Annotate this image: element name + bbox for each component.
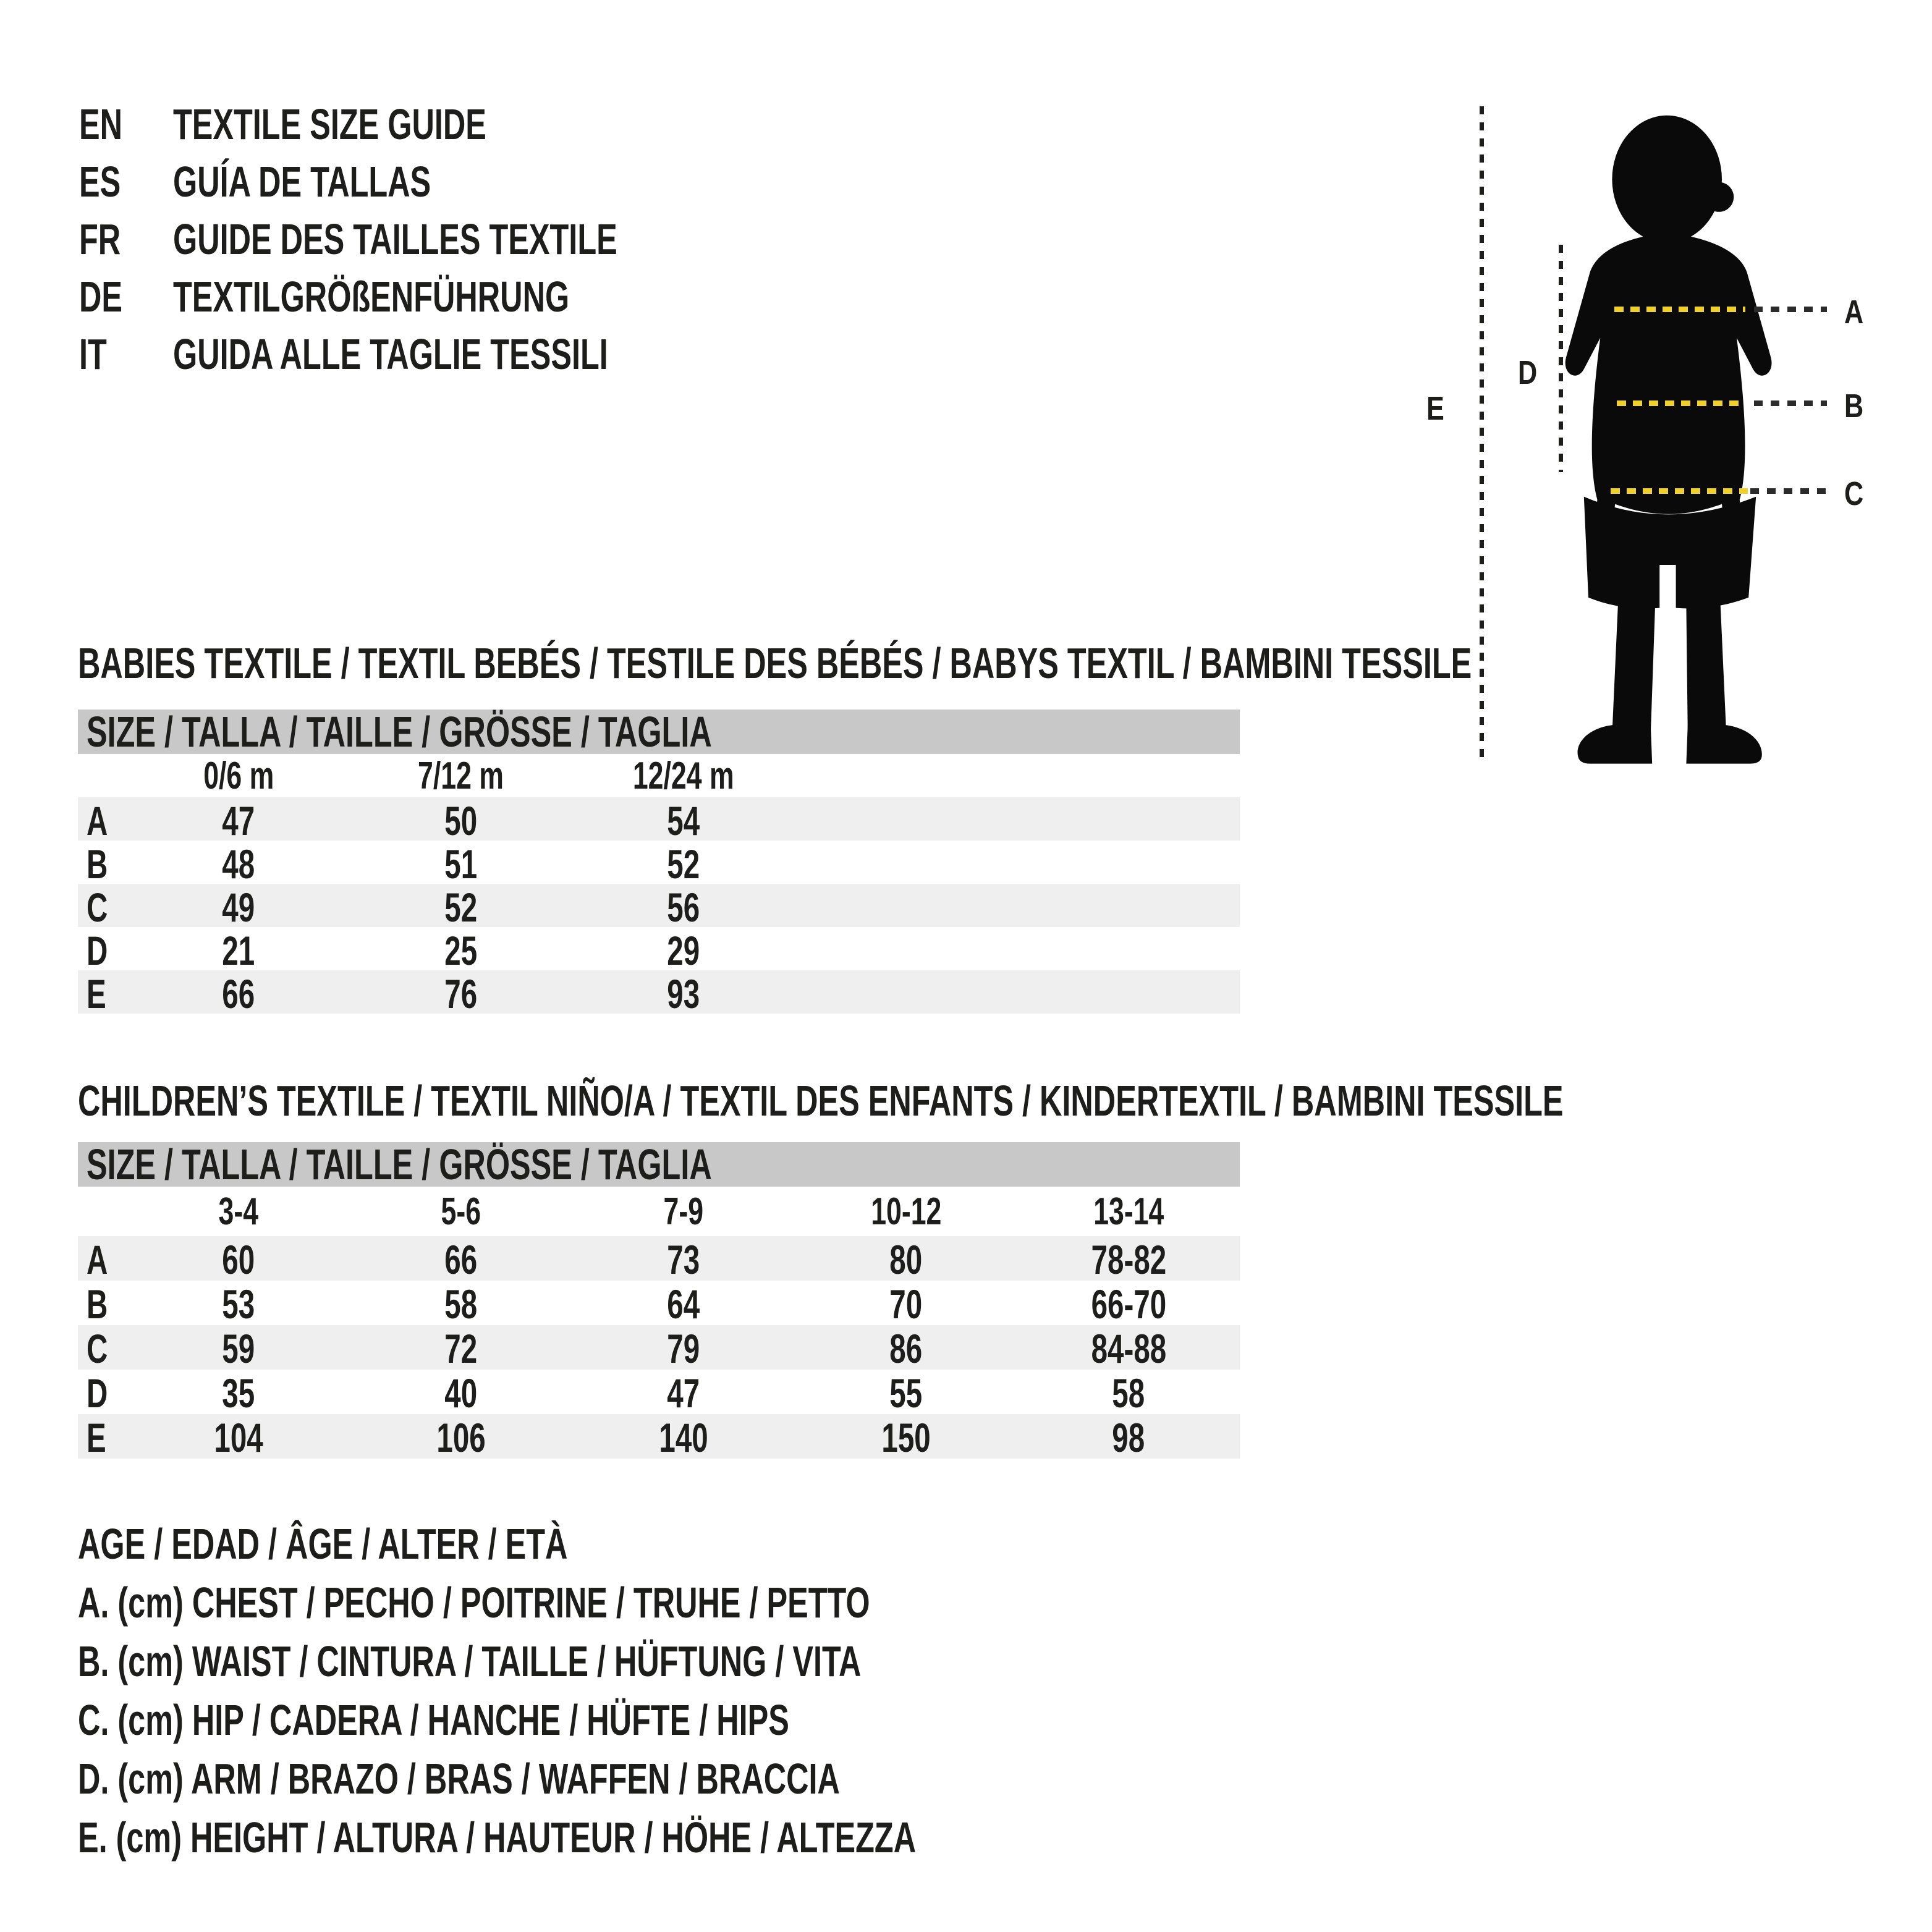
table-row-c: [78, 884, 1240, 930]
guide-title-fr: GUIDE DES TAILLES TEXTILE: [173, 214, 617, 263]
column-header: 13-14: [1093, 1190, 1164, 1233]
cell-value: 79: [667, 1326, 700, 1371]
language-row-es: [79, 153, 790, 210]
row-key: D: [87, 928, 108, 973]
row-key: C: [87, 884, 108, 930]
cell-value: 66-70: [1091, 1281, 1166, 1327]
legend-chest: A. (cm) CHEST / PECHO / POITRINE / TRUHE / PETTO: [78, 1578, 870, 1627]
cell-value: 104: [214, 1415, 263, 1460]
row-key: B: [87, 841, 108, 887]
language-title-block: [79, 95, 790, 383]
cell-value: 58: [444, 1281, 478, 1327]
cell-value: 52: [444, 884, 478, 930]
waist-measure-dash-yellow: [1617, 400, 1740, 406]
language-code: ES: [79, 157, 121, 206]
cell-value: 25: [444, 928, 478, 973]
cell-value: 70: [889, 1281, 923, 1327]
cell-value: 60: [222, 1237, 255, 1282]
cell-value: 50: [444, 798, 478, 844]
column-header: 3-4: [218, 1190, 259, 1233]
babies-column-header-row: [78, 754, 1240, 797]
cell-value: 93: [667, 971, 700, 1017]
cell-value: 98: [1112, 1415, 1145, 1460]
guide-title-it: GUIDA ALLE TAGLIE TESSILI: [173, 329, 608, 378]
cell-value: 78-82: [1091, 1237, 1166, 1282]
hip-measure-dash-black: [1750, 488, 1827, 494]
cell-value: 35: [222, 1370, 255, 1416]
babies-size-table: [78, 708, 1240, 1017]
column-header: 7-9: [663, 1190, 704, 1233]
language-row-en: [79, 95, 790, 153]
cell-value: 66: [222, 971, 255, 1017]
table-row-e: [78, 970, 1240, 1017]
language-code: DE: [79, 272, 123, 321]
row-key: C: [87, 1326, 108, 1371]
legend-waist: B. (cm) WAIST / CINTURA / TAILLE / HÜFTUNG / VITA: [78, 1637, 862, 1685]
column-header: 12/24 m: [633, 755, 734, 797]
row-key: B: [87, 1281, 108, 1327]
cell-value: 64: [667, 1281, 700, 1327]
table-row-b: [78, 1281, 1240, 1325]
row-key: E: [87, 1415, 106, 1460]
cell-value: 51: [444, 841, 478, 887]
babies-section-heading: BABIES TEXTILE / TEXTIL BEBÉS / TESTILE DES BÉBÉS / BABYS TEXTIL / BAMBINI TESSILE: [78, 639, 1472, 687]
table-row-e: [78, 1414, 1240, 1459]
language-code: FR: [79, 214, 121, 263]
cell-value: 76: [444, 971, 478, 1017]
legend-hip: C. (cm) HIP / CADERA / HANCHE / HÜFTE / HIPS: [78, 1695, 789, 1744]
cell-value: 80: [889, 1237, 923, 1282]
cell-value: 47: [222, 798, 255, 844]
figure-label-e: E: [1426, 390, 1444, 427]
cell-value: 140: [659, 1415, 708, 1460]
cell-value: 58: [1112, 1370, 1145, 1416]
table-row-a: [78, 797, 1240, 844]
legend-age: AGE / EDAD / ÂGE / ALTER / ETÀ: [78, 1519, 568, 1568]
language-code: IT: [79, 329, 107, 378]
cell-value: 54: [667, 798, 700, 844]
language-row-fr: [79, 210, 790, 268]
children-size-table: [78, 1142, 1240, 1459]
language-row-de: [79, 268, 790, 325]
figure-label-c: C: [1844, 475, 1864, 512]
figure-label-a: A: [1844, 294, 1864, 331]
cell-value: 40: [444, 1370, 478, 1416]
cell-value: 73: [667, 1237, 700, 1282]
legend-arm: D. (cm) ARM / BRAZO / BRAS / WAFFEN / BRACCIA: [78, 1754, 840, 1803]
cell-value: 53: [222, 1281, 255, 1327]
cell-value: 59: [222, 1326, 255, 1371]
cell-value: 72: [444, 1326, 478, 1371]
row-key: E: [87, 971, 106, 1017]
figure-label-d: D: [1518, 354, 1538, 391]
cell-value: 150: [881, 1415, 931, 1460]
cell-value: 86: [889, 1326, 923, 1371]
table-row-a: [78, 1236, 1240, 1281]
cell-value: 106: [436, 1415, 486, 1460]
guide-title-de: TEXTILGRÖßENFÜHRUNG: [173, 272, 570, 321]
cell-value: 52: [667, 841, 700, 887]
row-key: D: [87, 1370, 108, 1416]
cell-value: 56: [667, 884, 700, 930]
cell-value: 47: [667, 1370, 700, 1416]
table-row-d: [78, 927, 1240, 973]
chest-measure-dash-black: [1754, 307, 1827, 312]
size-header-label: SIZE / TALLA / TAILLE / GRÖSSE / TAGLIA: [87, 708, 712, 756]
guide-title-en: TEXTILE SIZE GUIDE: [173, 100, 486, 148]
column-header: 5-6: [441, 1190, 481, 1233]
children-section-heading: CHILDREN’S TEXTILE / TEXTIL NIÑO/A / TEXTIL DES ENFANTS / KINDERTEXTIL / BAMBINI TESSILE: [78, 1077, 1564, 1125]
cell-value: 66: [444, 1237, 478, 1282]
size-header-label: SIZE / TALLA / TAILLE / GRÖSSE / TAGLIA: [87, 1140, 712, 1188]
cell-value: 21: [222, 928, 255, 973]
row-key: A: [87, 798, 108, 844]
measurement-legend: [78, 1514, 1242, 1866]
column-header: 10-12: [870, 1190, 942, 1233]
row-key: A: [87, 1237, 108, 1282]
table-row-c: [78, 1325, 1240, 1370]
column-header: 7/12 m: [418, 755, 504, 797]
cell-value: 29: [667, 928, 700, 973]
table-row-b: [78, 841, 1240, 887]
babies-size-header-bar: [78, 710, 1240, 754]
cell-value: 49: [222, 884, 255, 930]
cell-value: 84-88: [1091, 1326, 1166, 1371]
cell-value: 48: [222, 841, 255, 887]
children-size-header-bar: [78, 1142, 1240, 1187]
hip-measure-dash-yellow: [1611, 488, 1748, 494]
arm-measure-line-d: [1559, 245, 1563, 472]
guide-title-es: GUÍA DE TALLAS: [173, 157, 431, 206]
chest-measure-dash-yellow: [1614, 307, 1745, 312]
table-row-d: [78, 1370, 1240, 1414]
figure-label-b: B: [1844, 388, 1864, 425]
cell-value: 55: [889, 1370, 923, 1416]
legend-height: E. (cm) HEIGHT / ALTURA / HAUTEUR / HÖHE / ALTEZZA: [78, 1813, 917, 1862]
waist-measure-dash-black: [1754, 400, 1827, 406]
language-row-it: [79, 325, 790, 383]
column-header: 0/6 m: [203, 755, 274, 797]
language-code: EN: [79, 100, 123, 148]
children-column-header-row: [78, 1187, 1240, 1236]
